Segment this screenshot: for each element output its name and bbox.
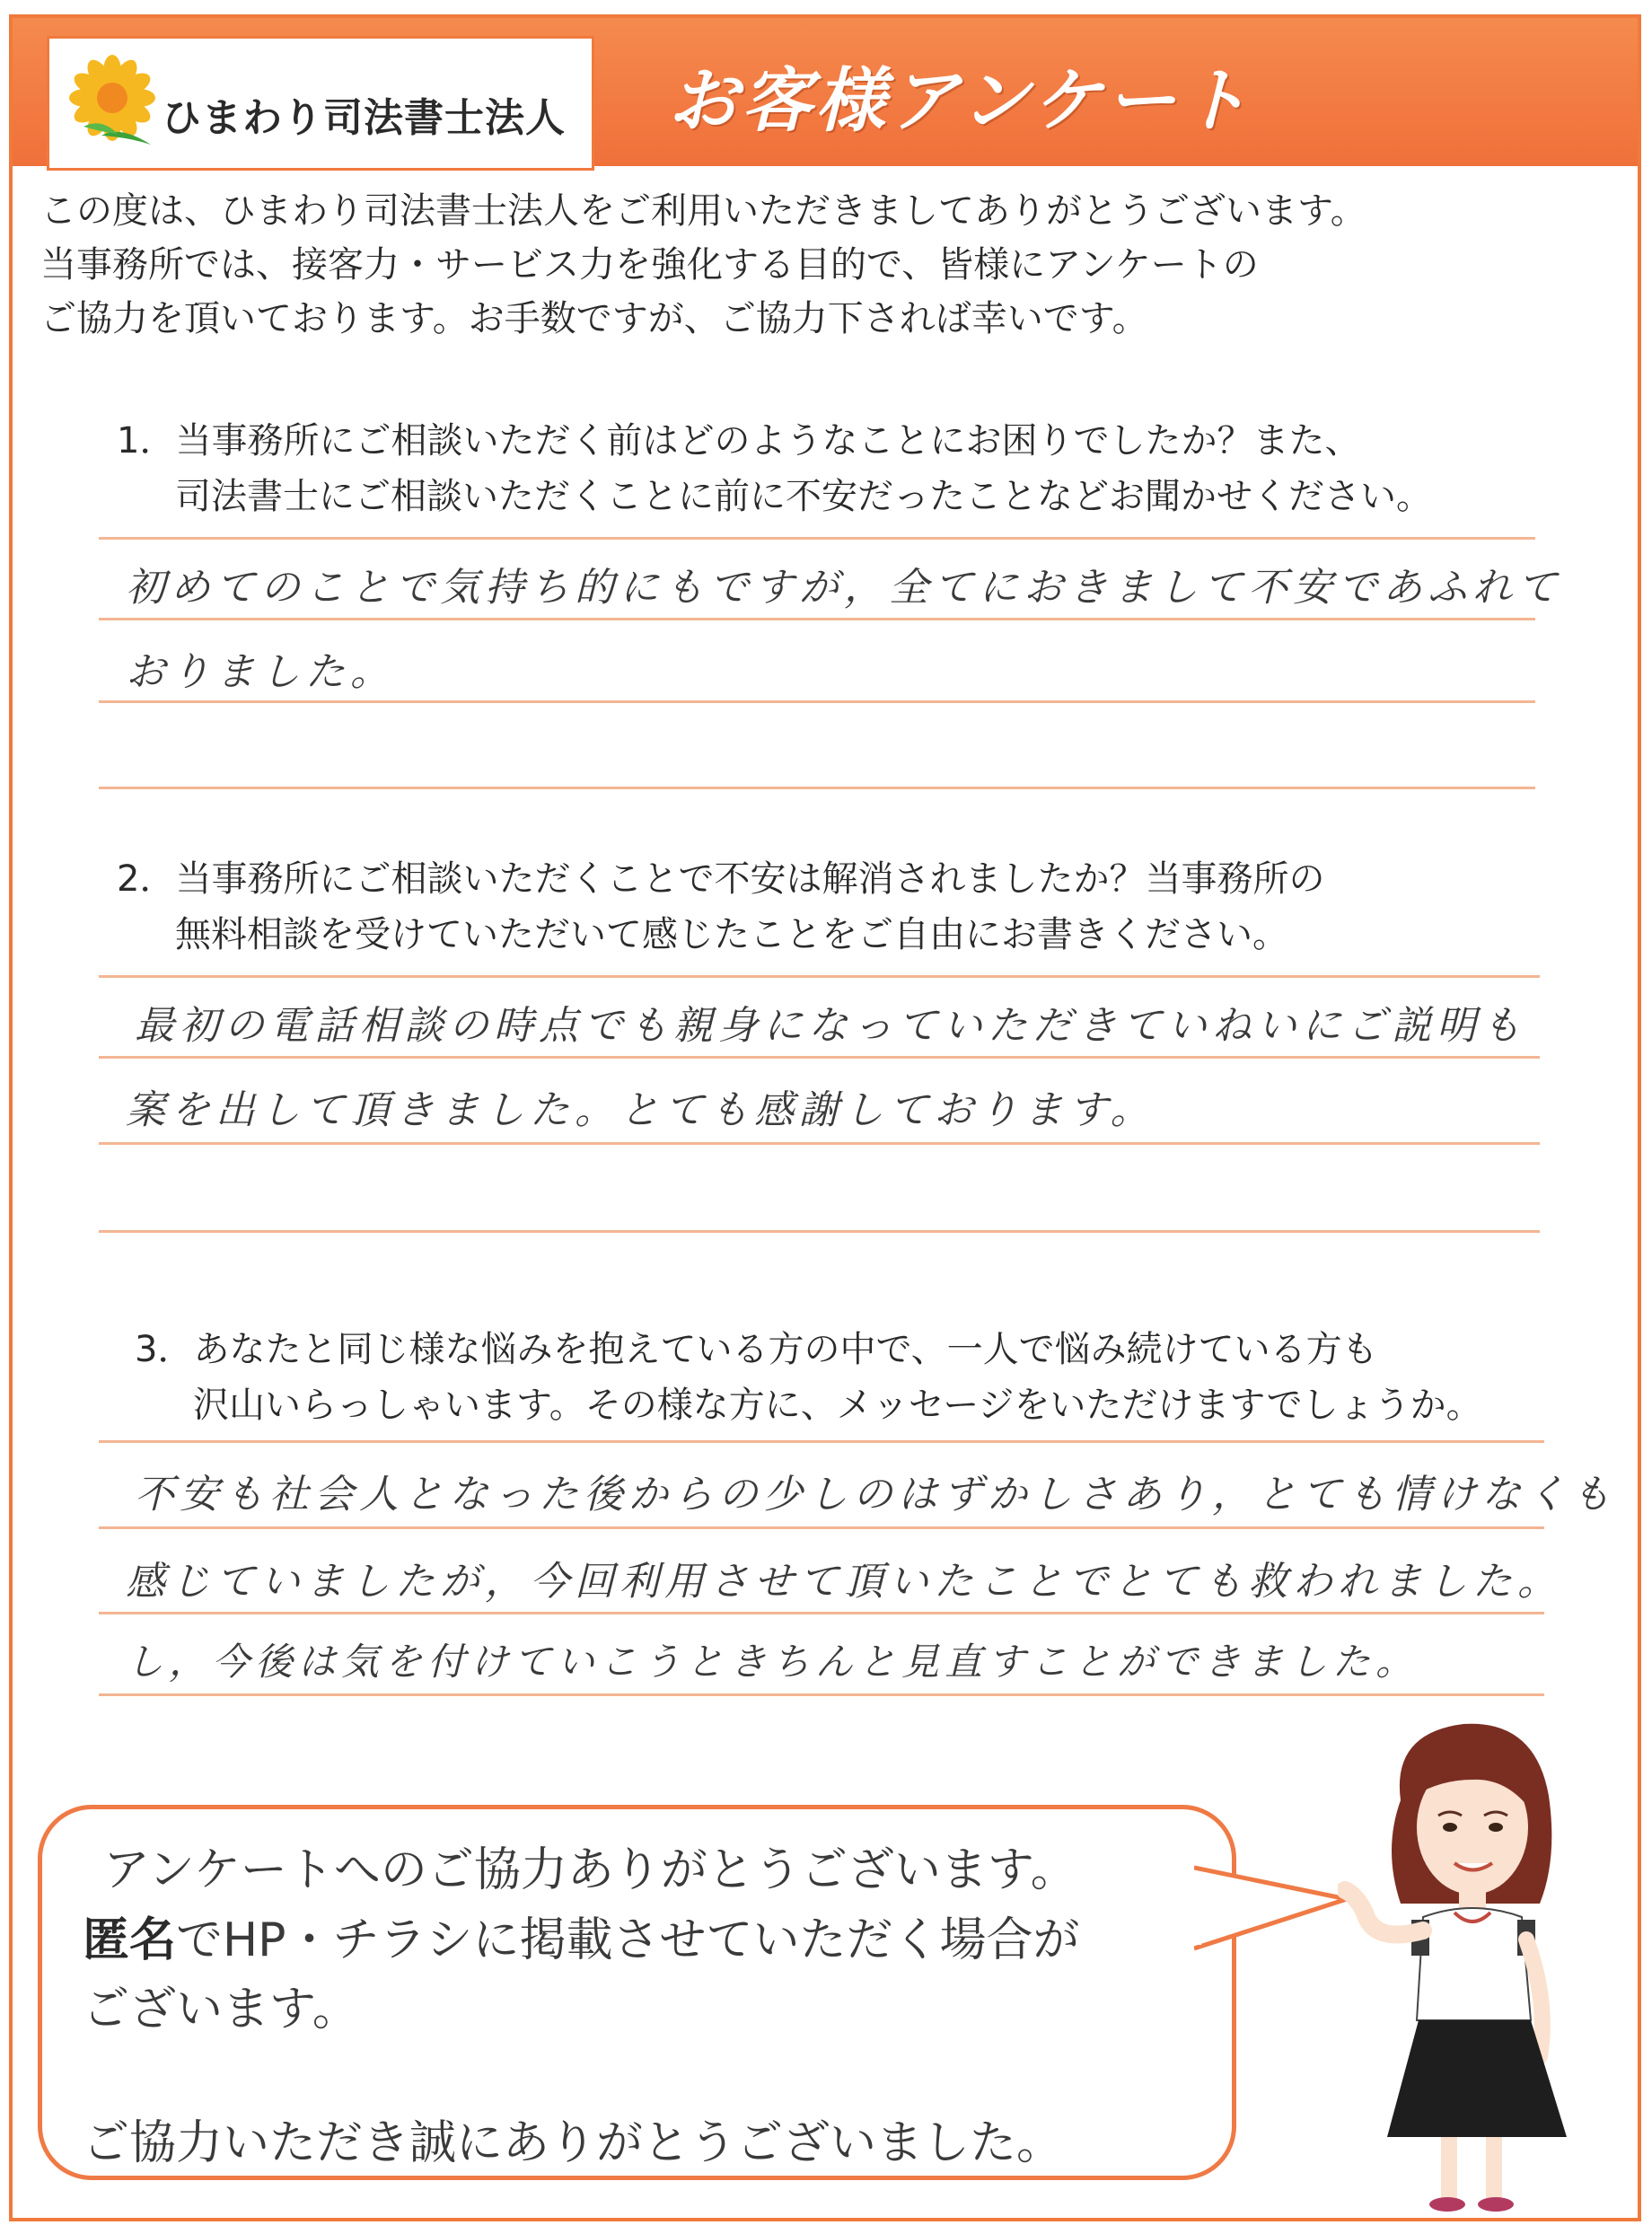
answer-rule [99, 537, 1535, 540]
staff-illustration [1338, 1715, 1607, 2218]
bubble-tail [1194, 1850, 1356, 1984]
answer-rule [99, 787, 1535, 789]
question-1 [117, 413, 1432, 524]
bubble-line-1: アンケートへのご協力ありがとうございます。 [103, 1843, 1077, 1897]
answer-rule [99, 1142, 1540, 1145]
page-title: お客様アンケート [668, 61, 1253, 142]
answer-rule [99, 1440, 1544, 1443]
logo-text: ひまわり司法書士法人 [162, 95, 566, 141]
answer-rule [99, 1230, 1540, 1233]
question-2 [117, 851, 1324, 963]
answer-2-line-1: 最初の電話相談の時点でも親身になっていただきていねいにご説明も [135, 1003, 1526, 1049]
anonymous-label: 匿名 [83, 1913, 177, 1967]
intro-line: この度は、ひまわり司法書士法人をご利用いただきましてありがとうございます。 [40, 190, 1366, 232]
answer-3-line-1: 不安も社会人となった後からの少しのはずかしさあり，とても情けなくも [135, 1472, 1616, 1517]
answer-1-line-1: 初めてのことで気持ち的にもですが，全てにおきまして不安であふれて [126, 565, 1562, 611]
sunflower-icon [66, 55, 164, 154]
intro-line: 当事務所では、接客力・サービス力を強化する目的で、皆様にアンケートの [40, 244, 1259, 286]
company-logo [47, 36, 594, 171]
answer-rule [99, 1056, 1540, 1059]
answer-rule [99, 700, 1535, 703]
question-line: 沢山いらっしゃいます。その様な方に、メッセージをいただけますでしょうか。 [193, 1385, 1482, 1426]
question-line: 1．当事務所にご相談いただく前はどのようなことにお困りでしたか？また、 [117, 420, 1361, 462]
question-line: 3．あなたと同じ様な悩みを抱えている方の中で、一人で悩み続けている方も [135, 1329, 1378, 1370]
bubble-line-3: ございます。 [83, 1983, 359, 2036]
answer-2-line-2: 案を出して頂きました。とても感謝しております。 [126, 1087, 1156, 1133]
answer-rule [99, 1612, 1544, 1614]
question-3 [135, 1322, 1482, 1433]
question-line: 司法書士にご相談いただくことに前に不安だったことなどお聞かせください。 [175, 476, 1432, 517]
answer-rule [99, 1693, 1544, 1696]
answer-rule [99, 618, 1535, 620]
answer-rule [99, 975, 1540, 978]
answer-1-line-2: おりました。 [126, 649, 395, 695]
question-line: 無料相談を受けていただいて感じたことをご自由にお書きください。 [175, 914, 1288, 955]
intro-line: ご協力を頂いております。お手数ですが、ご協力下されば幸いです。 [40, 298, 1148, 339]
answer-rule [99, 1526, 1544, 1529]
intro-text [40, 184, 1366, 346]
bubble-line-4: ご協力いただき誠にありがとうございました。 [83, 2116, 1064, 2170]
question-line: 2．当事務所にご相談いただくことで不安は解消されましたか？当事務所の [117, 858, 1325, 900]
answer-3-line-2: 感じていましたが，今回利用させて頂いたことでとても救われました。 [126, 1559, 1562, 1605]
bubble-line-2-rest: でHP・チラシに掲載させていただく場合が [176, 1913, 1080, 1967]
answer-3-line-3: し，今後は気を付けていこうときちんと見直すことができました。 [126, 1640, 1419, 1684]
bubble-line-2 [83, 1902, 1079, 1969]
